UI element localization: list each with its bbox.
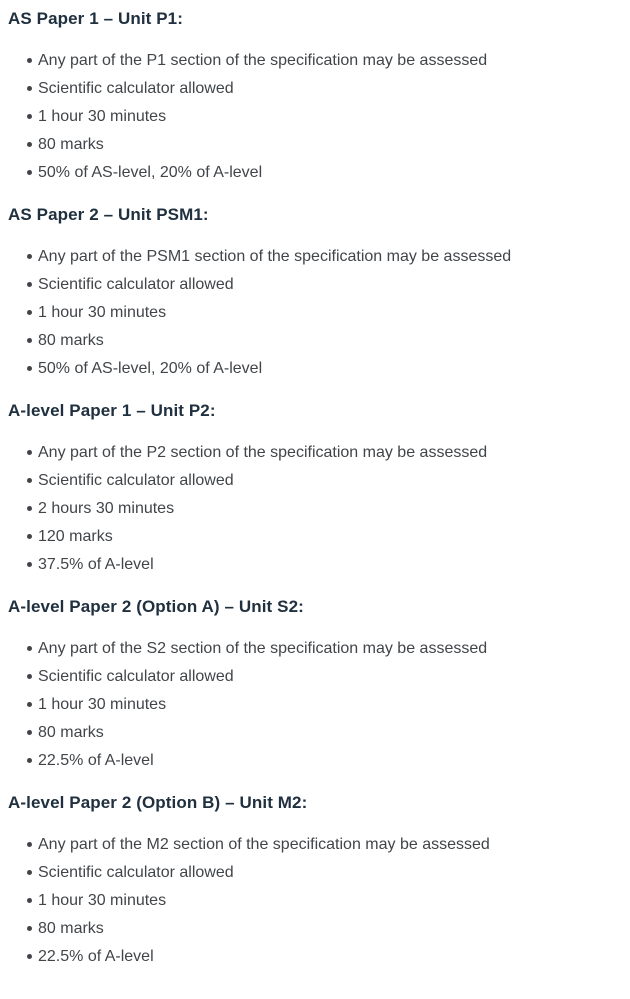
list-item: Any part of the S2 section of the specification may be assessed — [27, 639, 610, 658]
list-item: Any part of the M2 section of the specification may be assessed — [27, 835, 610, 854]
list-item: 80 marks — [27, 723, 610, 742]
list-item: 50% of AS-level, 20% of A-level — [27, 163, 610, 182]
section-heading: AS Paper 2 – Unit PSM1: — [8, 205, 209, 224]
list-item: 1 hour 30 minutes — [27, 303, 610, 322]
list-item: 80 marks — [27, 919, 610, 938]
list-item: 22.5% of A-level — [27, 751, 610, 770]
list-item: Scientific calculator allowed — [27, 275, 610, 294]
section-heading: A-level Paper 2 (Option B) – Unit M2: — [8, 793, 308, 812]
list-item: 80 marks — [27, 331, 610, 350]
section-bullet-list — [8, 51, 610, 182]
paper-section-alevel-paper-1 — [8, 401, 610, 574]
section-bullet-list — [8, 835, 610, 966]
list-item: 22.5% of A-level — [27, 947, 610, 966]
list-item: Any part of the P1 section of the specification may be assessed — [27, 51, 610, 70]
list-item: 80 marks — [27, 135, 610, 154]
list-item: 37.5% of A-level — [27, 555, 610, 574]
paper-section-alevel-paper-2-option-a — [8, 597, 610, 770]
list-item: 1 hour 30 minutes — [27, 695, 610, 714]
list-item: 1 hour 30 minutes — [27, 891, 610, 910]
paper-section-as-paper-1 — [8, 9, 610, 182]
section-bullet-list — [8, 639, 610, 770]
section-bullet-list — [8, 443, 610, 574]
section-heading: A-level Paper 1 – Unit P2: — [8, 401, 216, 420]
list-item: Scientific calculator allowed — [27, 471, 610, 490]
list-item: 50% of AS-level, 20% of A-level — [27, 359, 610, 378]
list-item: Any part of the P2 section of the specification may be assessed — [27, 443, 610, 462]
list-item: 1 hour 30 minutes — [27, 107, 610, 126]
list-item: 2 hours 30 minutes — [27, 499, 610, 518]
list-item: Any part of the PSM1 section of the specification may be assessed — [27, 247, 610, 266]
list-item: 120 marks — [27, 527, 610, 546]
list-item: Scientific calculator allowed — [27, 863, 610, 882]
section-heading: A-level Paper 2 (Option A) – Unit S2: — [8, 597, 304, 616]
list-item: Scientific calculator allowed — [27, 667, 610, 686]
paper-section-alevel-paper-2-option-b — [8, 793, 610, 966]
section-bullet-list — [8, 247, 610, 378]
section-heading: AS Paper 1 – Unit P1: — [8, 9, 183, 28]
paper-section-as-paper-2 — [8, 205, 610, 378]
list-item: Scientific calculator allowed — [27, 79, 610, 98]
